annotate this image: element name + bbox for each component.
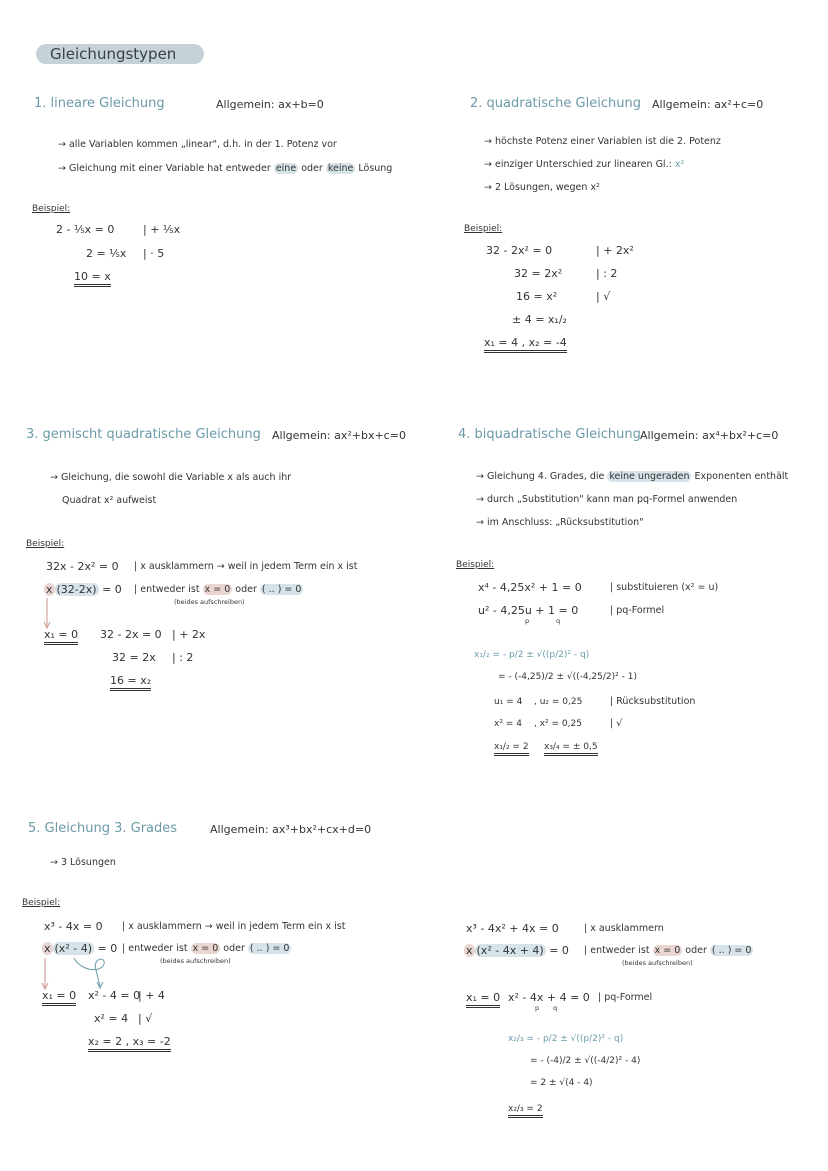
s3-line-4-op: | : 2: [172, 651, 194, 664]
s4-u1: u₁ = 4: [494, 697, 523, 707]
s4-x2-a: x² = 4: [494, 719, 522, 729]
s4-u-op: | Rücksubstitution: [610, 696, 696, 707]
s4-result-1: x₁/₂ = 2: [494, 742, 529, 756]
s5-either: | entweder ist: [122, 943, 188, 954]
s5-heading: 5. Gleichung 3. Grades: [28, 821, 178, 836]
s5-example-label: Beispiel:: [22, 898, 61, 908]
s1-bullet-2-oder: oder: [301, 163, 323, 174]
s4-bullet-2: → durch „Substitution" kann man pq-Formel anwenden: [476, 494, 738, 505]
s2-heading: 2. quadratische Gleichung: [470, 96, 641, 111]
s5-line-3: x² - 4 = 0: [88, 989, 141, 1002]
s5-line-3-op: | + 4: [138, 989, 165, 1002]
s5r-q-label: q: [553, 1004, 558, 1012]
s4-u2: , u₂ = 0,25: [534, 697, 583, 707]
s2-line-3-op: | √: [596, 290, 611, 303]
s2-bullet-2-text: → einziger Unterschied zur linearen Gl.:: [484, 159, 672, 170]
s4-x2-b: , x² = 0,25: [534, 719, 582, 729]
s4-formula-2: = - (-4,25)/2 ± √((-4,25/2)² - 1): [498, 672, 637, 682]
s3-x1: x₁ = 0: [44, 628, 78, 645]
s4-p-label: p: [525, 617, 530, 625]
s5-arrow-blue: [74, 958, 104, 986]
s3-line-3: 32 - 2x = 0: [100, 628, 162, 641]
s5-general: Allgemein: ax³+bx²+cx+d=0: [210, 823, 372, 836]
s3-note: (beides aufschreiben): [174, 598, 245, 606]
s3-line-4: 32 = 2x: [112, 651, 156, 664]
s3-factor-x: x: [46, 583, 53, 596]
s3-general: Allgemein: ax²+bx+c=0: [272, 429, 406, 442]
s1-line-1-op: | + ⅕x: [143, 223, 181, 236]
s5-x1: x₁ = 0: [42, 989, 76, 1006]
s3-example-label: Beispiel:: [26, 539, 65, 549]
s2-general: Allgemein: ax²+c=0: [652, 98, 764, 111]
s5-factor-paren: (x² - 4): [54, 942, 92, 955]
s2-bullet-3: → 2 Lösungen, wegen x²: [484, 182, 600, 193]
s1-line-2: 2 = ⅕x: [86, 247, 127, 260]
s1-line-2-op: | · 5: [143, 247, 165, 260]
s1-bullet-2-text: → Gleichung mit einer Variable hat entweder: [58, 163, 271, 174]
s3-result: 16 = x₂: [110, 674, 151, 691]
s4-result-2: x₃/₄ = ± 0,5: [544, 742, 598, 756]
s5-note: (beides aufschreiben): [160, 957, 231, 965]
s4-q-label: q: [556, 617, 561, 625]
s3-bullet-1: → Gleichung, die sowohl die Variable x als auch ihr: [50, 472, 292, 483]
s5r-line-3: x² - 4x + 4 = 0: [508, 991, 590, 1004]
s2-line-2: 32 = 2x²: [514, 267, 563, 280]
s1-line-1: 2 - ⅕x = 0: [56, 223, 115, 236]
s5r-factor-paren: (x² - 4x + 4): [476, 944, 544, 957]
s5r-x-zero: x = 0: [654, 945, 681, 956]
s3-line-3-op: | + 2x: [172, 628, 206, 641]
s1-highlight-eine: eine: [275, 163, 297, 174]
s4-x-op: | √: [610, 718, 623, 729]
s1-example-label: Beispiel:: [32, 204, 71, 214]
s1-general: Allgemein: ax+b=0: [216, 98, 324, 111]
s4-example-label: Beispiel:: [456, 560, 495, 570]
s2-line-1-op: | + 2x²: [596, 244, 634, 257]
s5r-note: (beides aufschreiben): [622, 959, 693, 967]
s5r-line-3-op: | pq-Formel: [598, 992, 653, 1003]
s4-line-1-op: | substituieren (x² = u): [610, 582, 719, 593]
s5r-line-1: x³ - 4x² + 4x = 0: [466, 922, 559, 935]
s3-line-1: 32x - 2x² = 0: [46, 560, 119, 573]
s5r-result: x₂/₃ = 2: [508, 1104, 543, 1118]
s1-highlight-keine: keine: [327, 163, 354, 174]
s5-line-1-op: | x ausklammern → weil in jedem Term ein x ist: [122, 921, 346, 932]
s4-general: Allgemein: ax⁴+bx²+c=0: [640, 429, 779, 442]
s1-result: 10 = x: [74, 270, 111, 287]
s5-line-4: x² = 4: [94, 1012, 129, 1025]
s5r-line-2-eq: = 0: [549, 944, 569, 957]
s2-bullet-1: → höchste Potenz einer Variablen ist die 2. Potenz: [484, 136, 721, 147]
s5-result: x₂ = 2 , x₃ = -2: [88, 1035, 171, 1052]
s4-highlight: keine ungeraden: [609, 471, 690, 482]
s4-bullet-1-end: Exponenten enthält: [694, 471, 789, 482]
s5-bullet-1: → 3 Lösungen: [50, 857, 116, 868]
s2-example-label: Beispiel:: [464, 224, 503, 234]
s4-bullet-3: → im Anschluss: „Rücksubstitution": [476, 517, 644, 528]
s5r-or: oder: [685, 945, 707, 956]
s2-line-3: 16 = x²: [516, 290, 558, 303]
s1-bullet-2-end: Lösung: [358, 163, 393, 174]
s3-either: | entweder ist: [134, 584, 200, 595]
s3-factor-paren: (32-2x): [56, 583, 97, 596]
s1-heading: 1. lineare Gleichung: [34, 96, 165, 111]
s2-line-2-op: | : 2: [596, 267, 618, 280]
s3-heading: 3. gemischt quadratische Gleichung: [26, 427, 261, 442]
s4-formula-1: x₁/₂ = - p/2 ± √((p/2)² - q): [474, 650, 590, 660]
s5-line-1: x³ - 4x = 0: [44, 920, 103, 933]
s3-line-2-eq: = 0: [102, 583, 122, 596]
s3-or: oder: [235, 584, 257, 595]
s2-bullet-2-x2: x²: [674, 159, 685, 170]
s2-line-4: ± 4 = x₁/₂: [512, 313, 567, 326]
s5r-line-1-op: | x ausklammern: [584, 923, 664, 934]
s3-bullet-1b: Quadrat x² aufweist: [62, 495, 157, 506]
s3-line-1-op: | x ausklammern → weil in jedem Term ein x ist: [134, 561, 358, 572]
s3-x-zero: x = 0: [204, 584, 231, 595]
s5r-p-label: p: [535, 1004, 540, 1012]
s4-line-2: u² - 4,25u + 1 = 0: [478, 604, 579, 617]
s2-line-1: 32 - 2x² = 0: [486, 244, 553, 257]
s5-factor-x: x: [44, 942, 51, 955]
s5-x-zero: x = 0: [192, 943, 219, 954]
s4-bullet-1-text: → Gleichung 4. Grades, die: [476, 471, 605, 482]
s5r-x1: x₁ = 0: [466, 991, 500, 1008]
s5-line-2-eq: = 0: [97, 942, 118, 955]
s5r-formula-2: = - (-4)/2 ± √((-4/2)² - 4): [530, 1056, 641, 1066]
s3-paren-zero: ( .. ) = 0: [261, 584, 302, 595]
s4-line-1: x⁴ - 4,25x² + 1 = 0: [478, 581, 582, 594]
s5-line-4-op: | √: [138, 1012, 153, 1025]
s5-paren-zero: ( .. ) = 0: [249, 943, 290, 954]
s2-result: x₁ = 4 , x₂ = -4: [484, 336, 567, 353]
s5r-either: | entweder ist: [584, 945, 650, 956]
s5r-factor-x: x: [466, 944, 473, 957]
s4-line-2-op: | pq-Formel: [610, 605, 665, 616]
s5r-formula-1: x₂/₃ = - p/2 ± √((p/2)² - q): [508, 1034, 624, 1044]
s5r-formula-3: = 2 ± √(4 - 4): [530, 1078, 593, 1088]
s4-heading: 4. biquadratische Gleichung: [458, 427, 641, 442]
s1-bullet-1: → alle Variablen kommen „linear", d.h. in der 1. Potenz vor: [58, 139, 337, 150]
s5-or: oder: [223, 943, 245, 954]
page-title: Gleichungstypen: [50, 45, 177, 63]
s5r-paren-zero: ( .. ) = 0: [711, 945, 752, 956]
